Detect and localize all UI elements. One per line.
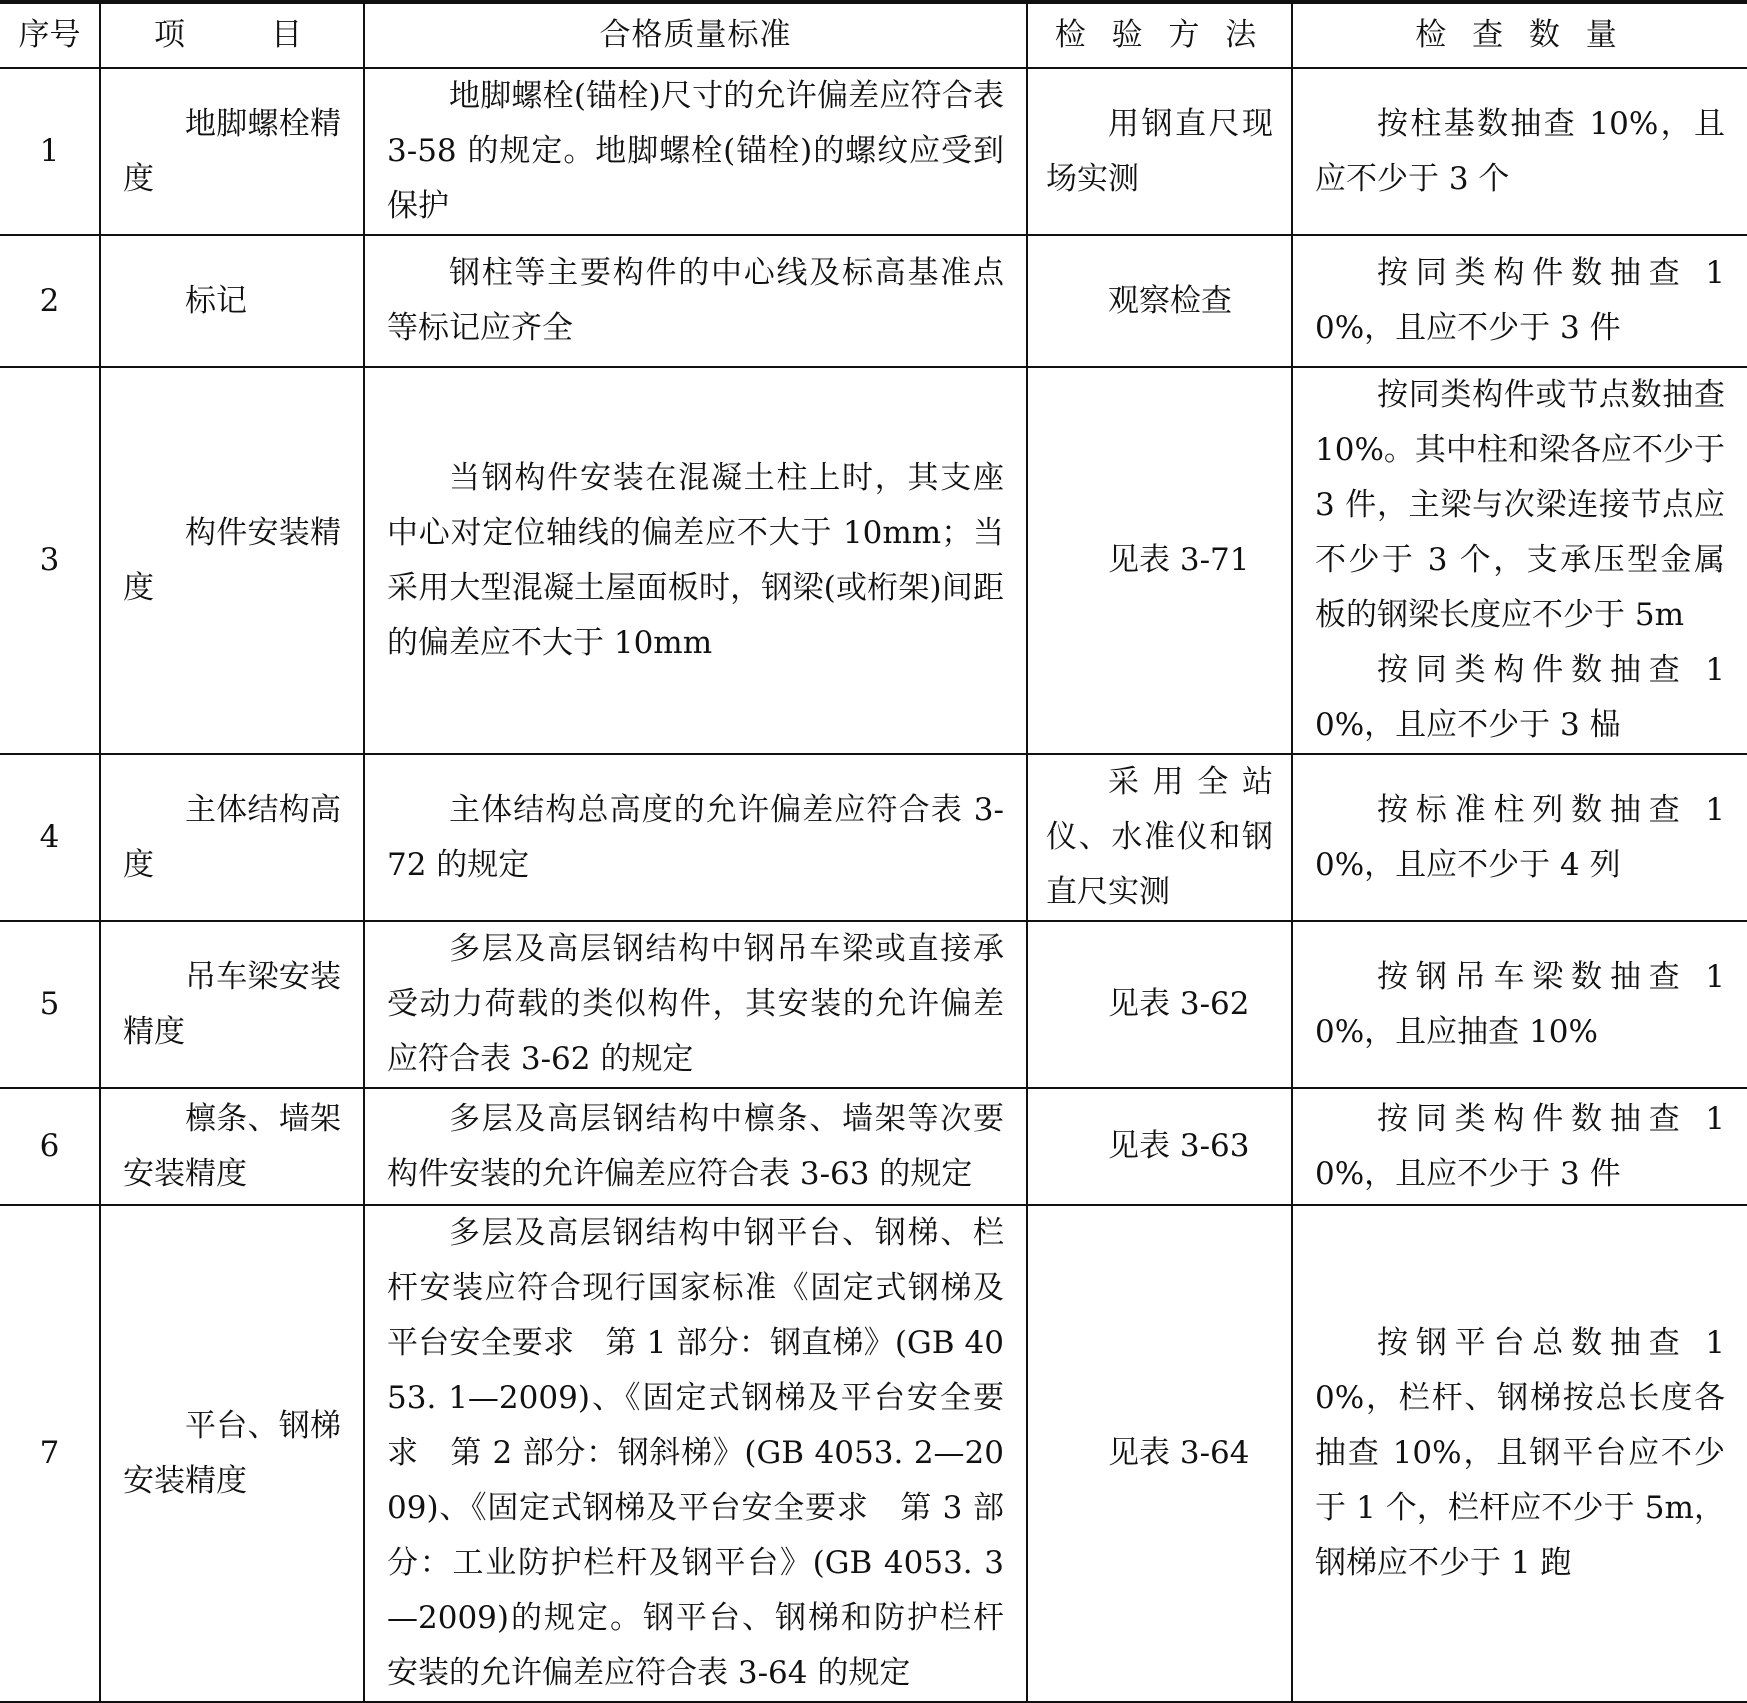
row-item-text: 吊车梁安装精度 (123, 958, 341, 1050)
row-standard (364, 367, 1027, 754)
table-row (0, 1088, 1747, 1205)
header-method: 检 验 方 法 (1027, 2, 1292, 68)
row-method-text: 见表 3-62 (1108, 986, 1250, 1022)
row-quantity-text: 按同类构件数抽查 10%，且应不少于 3 件 (1315, 1100, 1725, 1192)
table-row (0, 921, 1747, 1088)
row-method (1027, 1205, 1292, 1702)
row-no: 3 (0, 367, 100, 754)
row-standard (364, 754, 1027, 921)
row-method-text: 观察检查 (1108, 282, 1232, 319)
row-quantity (1292, 367, 1747, 754)
row-item (100, 921, 364, 1088)
row-standard (364, 68, 1027, 235)
row-item-text: 主体结构高度 (123, 791, 341, 883)
row-item (100, 1205, 364, 1702)
row-quantity (1292, 1088, 1747, 1205)
row-no: 7 (0, 1205, 100, 1702)
row-method-text: 见表 3-71 (1108, 542, 1250, 578)
row-no: 5 (0, 921, 100, 1088)
table-row (0, 1205, 1747, 1702)
table-header-row (0, 2, 1747, 68)
row-method-text: 采用全站仪、水准仪和钢直尺实测 (1046, 764, 1273, 910)
row-quantity-text: 按同类构件数抽查 10%，且应不少于 3 件 (1315, 255, 1725, 346)
row-quantity-text: 按柱基数抽查 10%，且应不少于 3 个 (1315, 105, 1725, 197)
row-item-text: 标记 (185, 282, 247, 319)
row-quantity (1292, 68, 1747, 235)
row-method (1027, 367, 1292, 754)
row-quantity (1292, 754, 1747, 921)
row-item-text: 构件安装精度 (123, 514, 341, 606)
row-standard (364, 1205, 1027, 1702)
row-no: 1 (0, 68, 100, 235)
row-standard (364, 235, 1027, 367)
header-no: 序号 (0, 2, 100, 68)
row-standard (364, 921, 1027, 1088)
row-method (1027, 754, 1292, 921)
row-method-text: 用钢直尺现场实测 (1046, 105, 1273, 197)
row-quantity (1292, 235, 1747, 367)
header-quantity: 检 查 数 量 (1292, 2, 1747, 68)
row-item (100, 68, 364, 235)
row-item-text: 地脚螺栓精度 (123, 105, 341, 197)
row-item (100, 235, 364, 367)
row-standard-text: 主体结构总高度的允许偏差应符合表 3-72 的规定 (387, 791, 1004, 883)
row-method (1027, 235, 1292, 367)
row-item (100, 367, 364, 754)
row-quantity-text: 按钢平台总数抽查 10%，栏杆、钢梯按总长度各抽查 10%，且钢平台应不少于 1 个，栏杆应不少于 5m，钢梯应不少于 1 跑 (1315, 1325, 1725, 1581)
table-row (0, 68, 1747, 235)
row-method (1027, 68, 1292, 235)
row-method (1027, 921, 1292, 1088)
table-row (0, 754, 1747, 921)
row-item (100, 1088, 364, 1205)
row-method-text: 见表 3-63 (1108, 1128, 1250, 1164)
row-quantity-text: 按标准柱列数抽查 10%，且应不少于 4 列 (1315, 791, 1725, 883)
row-no: 4 (0, 754, 100, 921)
row-quantity-text: 按同类构件或节点数抽查 10%。其中柱和梁各应不少于 3 件，主梁与次梁连接节点应不少于 3 个，支承压型金属板的钢梁长度应不少于 5m (1315, 377, 1725, 633)
table-row (0, 367, 1747, 754)
row-standard (364, 1088, 1027, 1205)
row-quantity-text: 按钢吊车梁数抽查 10%，且应抽查 10% (1315, 958, 1725, 1050)
row-method-text: 见表 3-64 (1108, 1435, 1250, 1471)
row-standard-text: 地脚螺栓(锚栓)尺寸的允许偏差应符合表 3-58 的规定。地脚螺栓(锚栓)的螺纹应受到保护 (387, 78, 1004, 224)
row-standard-text: 多层及高层钢结构中檩条、墙架等次要构件安装的允许偏差应符合表 3-63 的规定 (387, 1100, 1004, 1192)
row-no: 6 (0, 1088, 100, 1205)
row-no: 2 (0, 235, 100, 367)
row-standard-text: 多层及高层钢结构中钢吊车梁或直接承受动力荷载的类似构件，其安装的允许偏差应符合表 3-62 的规定 (387, 931, 1004, 1077)
row-standard-text: 当钢构件安装在混凝土柱上时，其支座中心对定位轴线的偏差应不大于 10mm；当采用大型混凝土屋面板时，钢梁(或桁架)间距的偏差应不大于 10mm (387, 459, 1004, 661)
table-row (0, 235, 1747, 367)
row-standard-text: 多层及高层钢结构中钢平台、钢梯、栏杆安装应符合现行国家标准《固定式钢梯及平台安全要求 第 1 部分：钢直梯》(GB 4053. 1—2009)、《固定式钢梯及平台安全要求 第 2 部分：钢斜梯》(GB 4053. 2—2009)、《固定式钢梯及平台安全要求 第 3 部分：工业防护栏杆及钢平台》(GB 4053. 3—2009)的规定。钢平台、钢梯和防护栏杆安装的允许偏差应符合表 3-64 的规定 (387, 1215, 1004, 1691)
row-quantity (1292, 1205, 1747, 1702)
row-method (1027, 1088, 1292, 1205)
row-item-text: 檩条、墙架安装精度 (123, 1100, 341, 1192)
row-quantity-text-2: 按同类构件数抽查 10%，且应不少于 3 榀 (1315, 652, 1725, 743)
row-item (100, 754, 364, 921)
row-standard-text: 钢柱等主要构件的中心线及标高基准点等标记应齐全 (387, 255, 1004, 346)
row-quantity (1292, 921, 1747, 1088)
header-item: 项 目 (100, 2, 364, 68)
row-item-text: 平台、钢梯安装精度 (123, 1407, 341, 1499)
header-standard: 合格质量标准 (364, 2, 1027, 68)
